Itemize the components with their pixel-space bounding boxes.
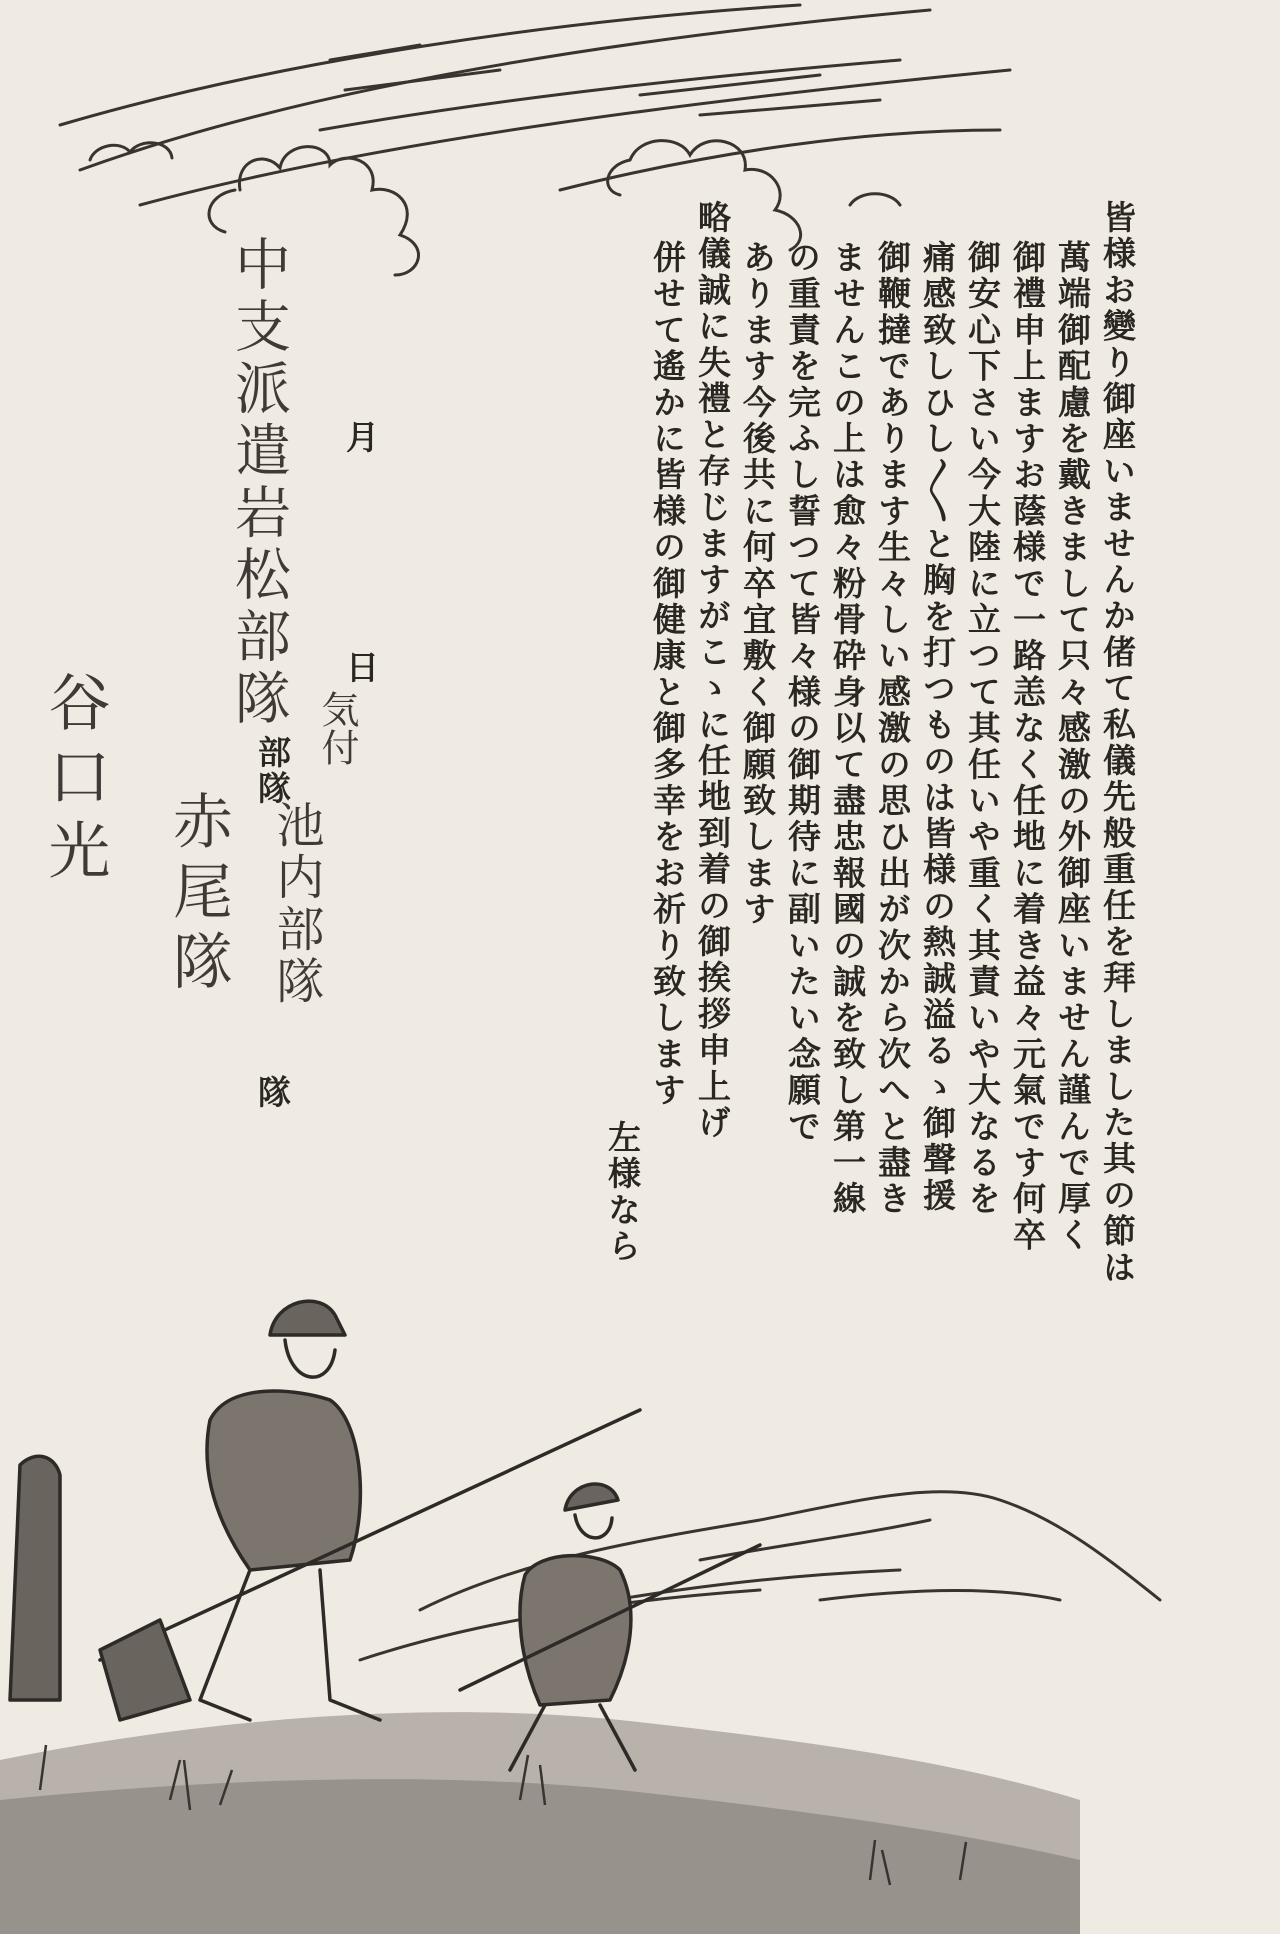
handwritten-squad: 赤尾隊 [163,790,233,1000]
letter-line-11: 併せて遙かに皆様の御健康と御多幸をお祈り致します [648,240,687,1109]
handwritten-attached: 気付 [315,690,359,766]
letter-body [600,200,1140,1680]
grass-ground-illustration [0,1712,1080,1934]
handwritten-address: 中支派遣岩松部隊 [226,235,291,731]
letter-line-12: 左様なら [603,1120,642,1265]
letter-line-6: 御鞭撻であります生々しい感激の思ひ出が次から次へと盡き [873,240,912,1218]
letter-line-8: の重責を完ふし誓つて皆々様の御期待に副いたい念願で [783,240,822,1145]
letter-line-10: 略儀誠に失禮と存じますがこゝに任地到着の御挨拶申上げ [693,200,732,1142]
squad-printed-label: 隊 [253,1075,292,1112]
letter-line-7: ませんこの上は愈々粉骨砕身以て盡忠報國の誠を致し第一線 [828,240,867,1218]
letter-line-2: 萬端御配慮を戴きまして只々感激の外御座いません謹んで厚く [1053,240,1092,1254]
letter-line-9: あります今後共に何卒宜敷く御願致します [738,240,777,928]
handwritten-subunit: 池内部隊 [268,800,324,1008]
date-day-label: 日 [341,650,380,687]
letter-line-1: 皆様お變り御座いませんか偖て私儀先般重任を拜しました其の節は [1098,200,1137,1286]
unit-printed-label: 部隊 [253,735,292,808]
letter-line-4: 御安心下さい今大陸に立つて其任いや重く其責いや大なるを [963,240,1002,1218]
letter-line-3: 御禮申上ますお蔭様で一路恙なく任地に着き益々元氣です何卒 [1008,240,1047,1254]
letter-line-5: 痛感致しひし〳〵と胸を打つものは皆様の熱誠溢るゝ御聲援 [918,240,957,1215]
date-month-label: 月 [341,420,380,457]
handwritten-name: 谷口光 [38,670,111,892]
